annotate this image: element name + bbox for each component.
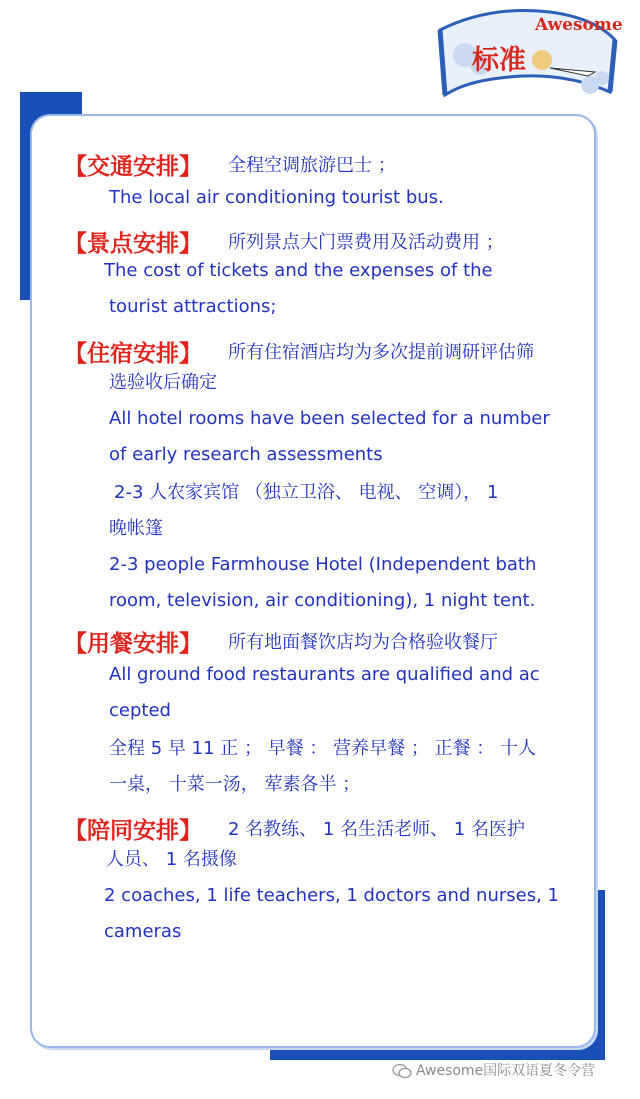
section-line: 2 名教练、 1 名生活老师、 1 名医护	[228, 819, 525, 840]
section-companions	[64, 812, 584, 942]
section-line: cepted	[109, 700, 171, 721]
section-line: 所列景点大门票费用及活动费用 ；	[228, 232, 504, 253]
standard-badge	[430, 0, 630, 100]
section-line: 一桌， 十菜一汤， 荤素各半 ；	[109, 774, 361, 795]
section-line: The local air conditioning tourist bus.	[109, 187, 444, 208]
section-meals	[64, 625, 584, 795]
section-line: 人员、 1 名摄像	[106, 849, 237, 870]
section-line: 2 coaches, 1 life teachers, 1 doctors and nurses, 1	[104, 885, 559, 906]
section-attractions	[64, 225, 584, 317]
wechat-icon	[392, 1063, 412, 1079]
section-line: tourist attractions;	[109, 296, 277, 317]
section-heading: 【陪同安排】	[64, 818, 202, 844]
section-line: 所有住宿酒店均为多次提前调研评估筛	[228, 342, 534, 363]
section-line: All hotel rooms have been selected for a number	[109, 408, 550, 429]
section-accommodation	[64, 335, 584, 611]
section-line: 选验收后确定	[109, 372, 217, 393]
section-line: All ground food restaurants are qualified and ac	[109, 664, 540, 685]
section-line: 2-3 人农家宾馆 （独立卫浴、 电视、 空调）， 1	[114, 482, 499, 503]
section-line: 全程 5 早 11 正 ； 早餐 ： 营养早餐 ； 正餐 ： 十人	[109, 738, 537, 759]
section-line: 所有地面餐饮店均为合格验收餐厅	[228, 632, 498, 653]
section-line: of early research assessments	[109, 444, 383, 465]
section-heading: 【交通安排】	[64, 154, 202, 180]
footer-text: Awesome国际双语夏冬令营	[416, 1063, 596, 1079]
badge-awesome-text: Awesome	[535, 15, 623, 35]
section-line: The cost of tickets and the expenses of the	[104, 260, 493, 281]
section-line: 2-3 people Farmhouse Hotel (Independent bath	[109, 554, 537, 575]
section-heading: 【用餐安排】	[64, 631, 202, 657]
badge-title: 标准	[472, 45, 526, 76]
section-transport	[64, 148, 584, 208]
section-line: room, television, air conditioning), 1 night tent.	[109, 590, 536, 611]
section-heading: 【住宿安排】	[64, 341, 202, 367]
section-line: 全程空调旅游巴士 ；	[228, 155, 396, 176]
footer-watermark	[392, 1060, 595, 1080]
section-line: 晚帐篷	[109, 518, 163, 539]
section-line: cameras	[104, 921, 182, 942]
section-heading: 【景点安排】	[64, 231, 202, 257]
